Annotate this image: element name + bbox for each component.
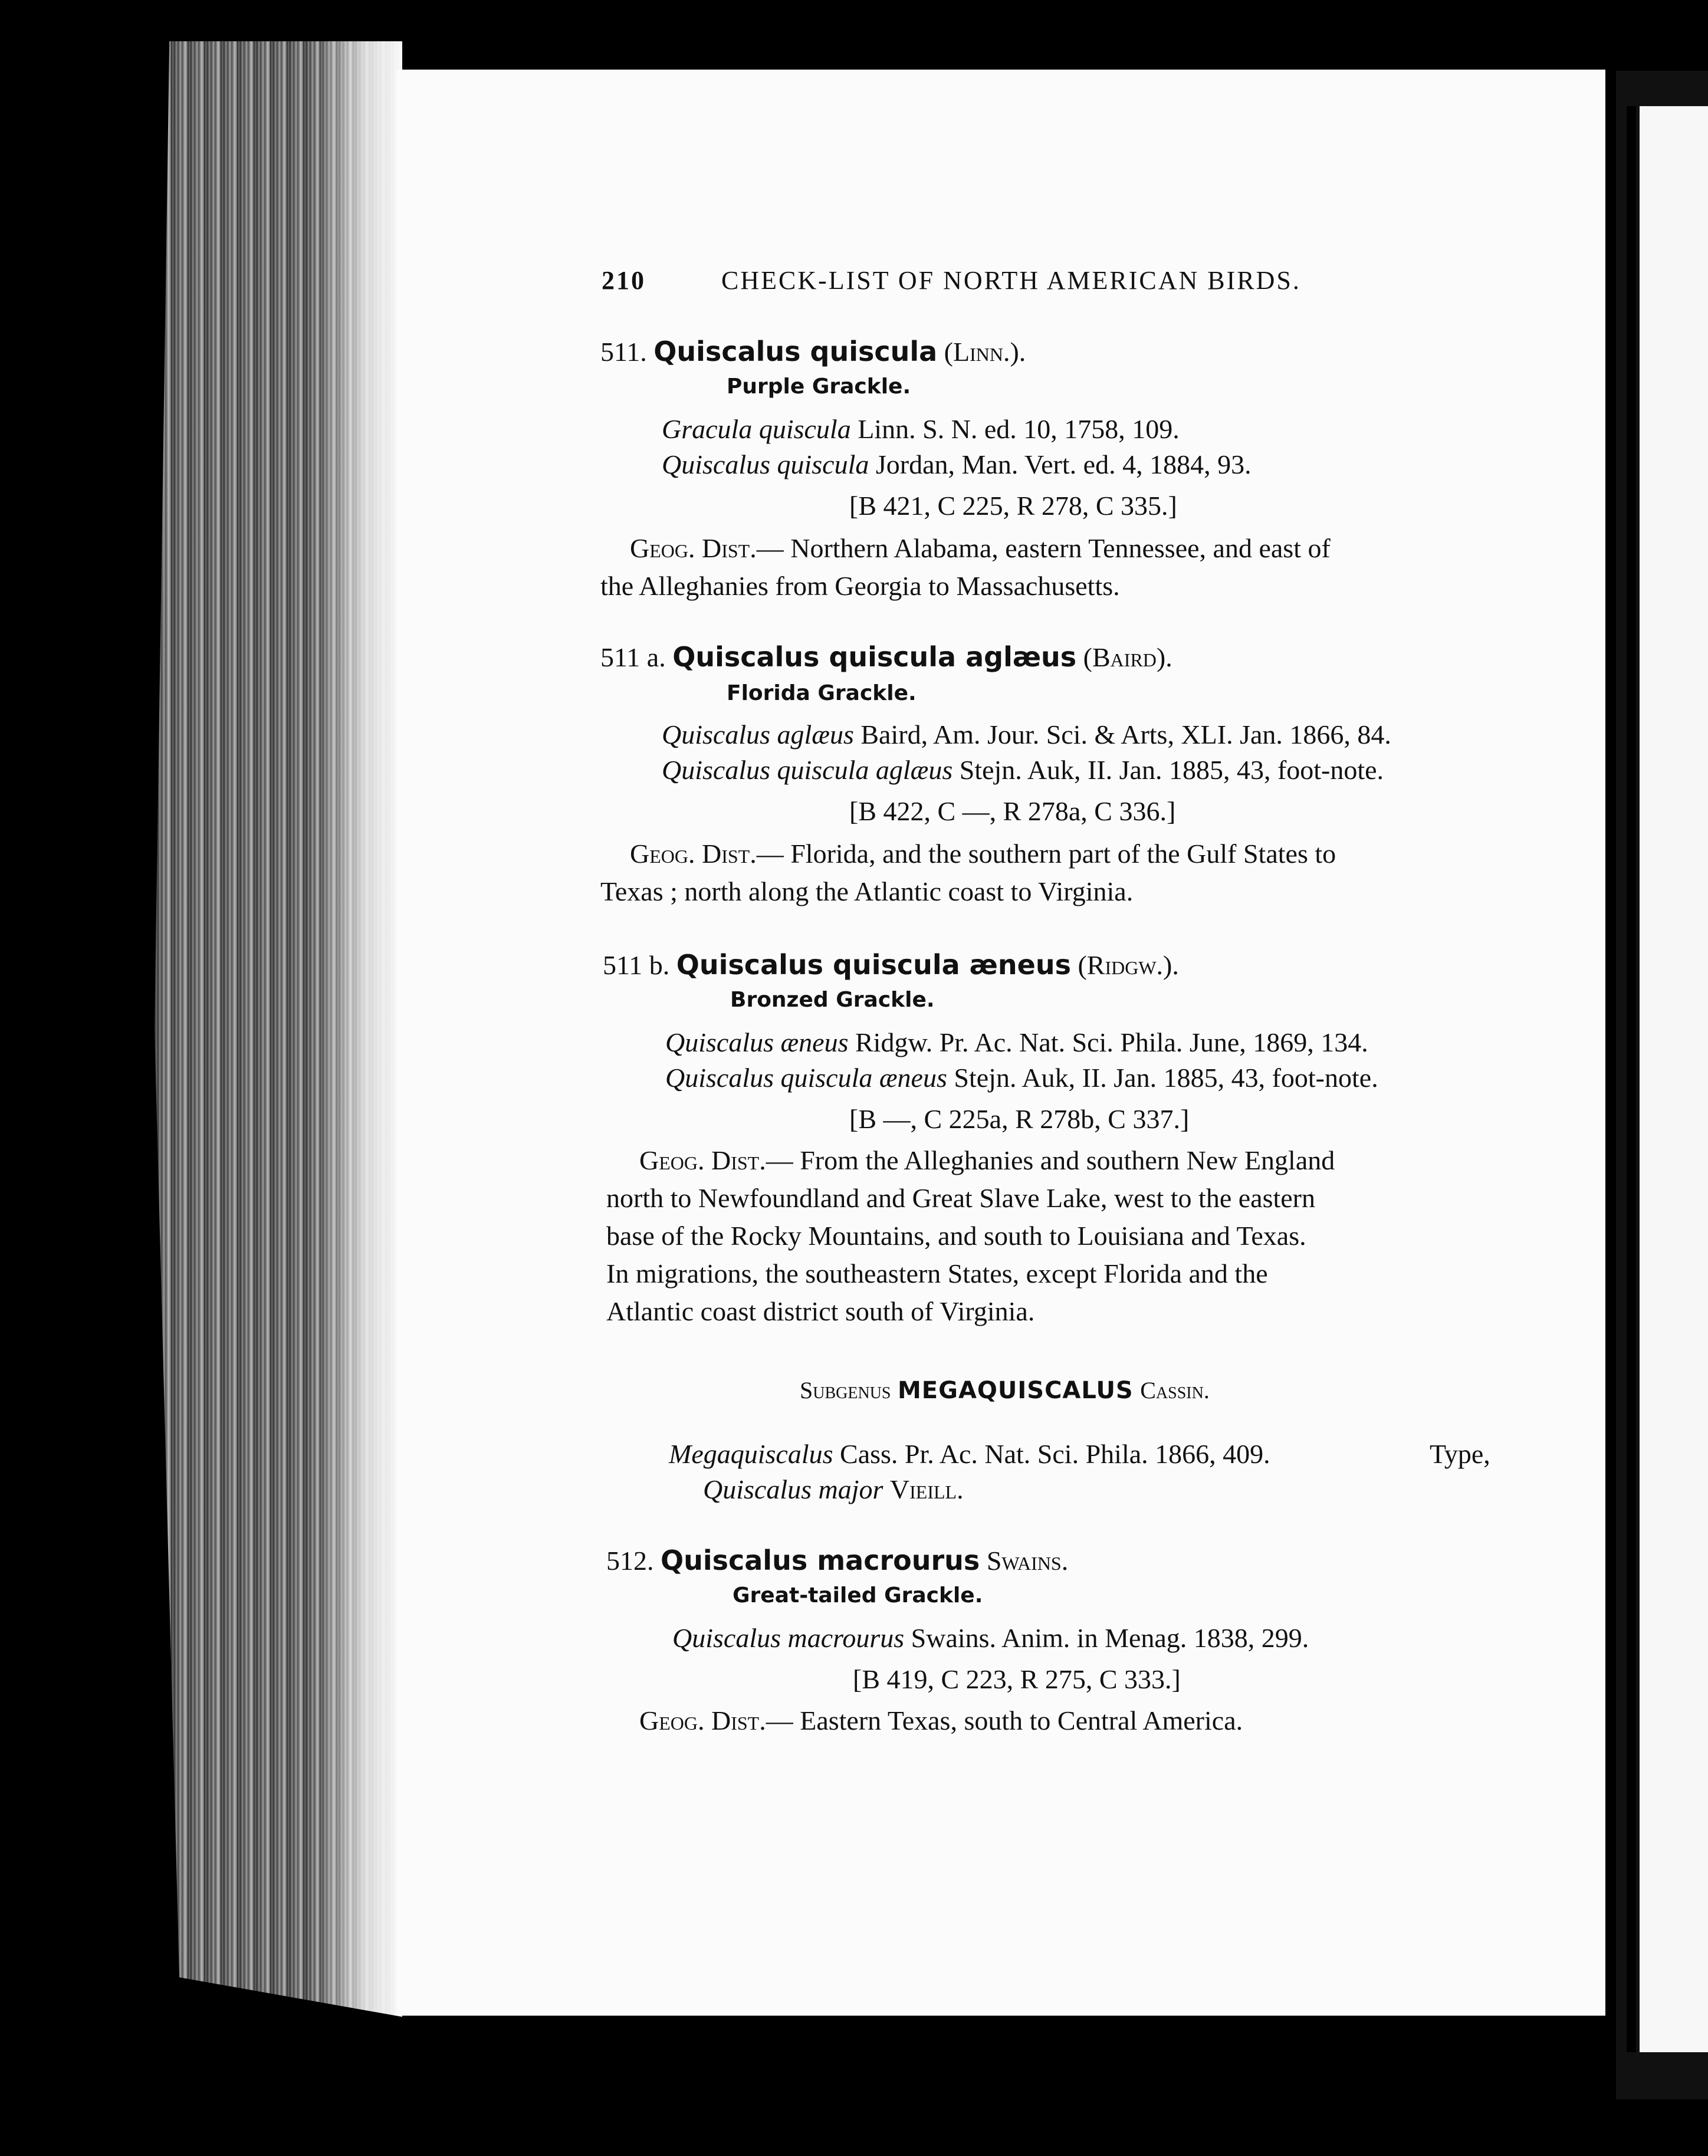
authority: (Linn.). — [944, 337, 1026, 367]
subgenus-type: Quiscalus major Vieill. — [703, 1474, 964, 1504]
entry-511-title — [600, 334, 1026, 370]
geog-dist: Geog. Dist.— Florida, and the southern part of the Gulf States to Texas ; north along the Atlantic coast to Virginia. — [600, 839, 1336, 906]
common-name: Great-tailed Grackle. — [733, 1583, 983, 1608]
entry-number: 512. — [606, 1546, 654, 1576]
synonym-ref: Quiscalus quiscula aglæus Stejn. Auk, II. Jan. 1885, 43, foot-note. — [662, 755, 1384, 785]
entry-511a-title — [600, 639, 1172, 675]
synonym-ref: Quiscalus quiscula Jordan, Man. Vert. ed. 4, 1884, 93. — [662, 449, 1252, 479]
synonym-ref: Gracula quiscula Linn. S. N. ed. 10, 1758, 109. — [662, 414, 1180, 444]
common-name: Florida Grackle. — [727, 681, 917, 705]
entry-number: 511 b. — [603, 950, 670, 980]
book-page-edges — [155, 41, 402, 2017]
synonym-ref: Quiscalus æneus Ridgw. Pr. Ac. Nat. Sci. Phila. June, 1869, 134. — [665, 1027, 1368, 1057]
adjacent-page — [1616, 71, 1708, 2099]
code-refs: [B 419, C 223, R 275, C 333.] — [853, 1664, 1181, 1694]
scientific-name: Quiscalus quiscula aglæus — [672, 641, 1077, 673]
authority: (Baird). — [1083, 642, 1172, 672]
page-header — [602, 263, 1301, 298]
authority: Swains. — [986, 1546, 1069, 1576]
entry-511b-title — [603, 947, 1179, 983]
entry-512-title — [606, 1543, 1068, 1579]
synonym-ref: Quiscalus quiscula æneus Stejn. Auk, II. Jan. 1885, 43, foot-note. — [665, 1063, 1378, 1093]
scientific-name: Quiscalus quiscula æneus — [676, 949, 1071, 981]
book-page — [396, 70, 1605, 2016]
geog-dist: Geog. Dist.— Northern Alabama, eastern Tennessee, and east of the Alleghanies from Georgia to Massachusetts. — [600, 533, 1331, 601]
authority: (Ridgw.). — [1078, 950, 1179, 980]
entry-number: 511 a. — [600, 642, 666, 672]
page-number: 210 — [602, 266, 646, 295]
running-title: CHECK-LIST OF NORTH AMERICAN BIRDS. — [721, 266, 1301, 295]
code-refs: [B 422, C —, R 278a, C 336.] — [849, 796, 1176, 826]
synonym-ref: Quiscalus macrourus Swains. Anim. in Menag. 1838, 299. — [672, 1623, 1309, 1653]
geog-dist: Geog. Dist.— Eastern Texas, south to Central America. — [639, 1705, 1243, 1736]
common-name: Bronzed Grackle. — [730, 988, 935, 1012]
subgenus-type-label: Type, — [1430, 1439, 1490, 1469]
geog-dist: Geog. Dist.— From the Alleghanies and southern New England north to Newfoundland and Great Slave Lake, west to the eastern base of the Rocky Mountains, and south to Louisiana and Texas. In migrations, the southeastern States, except Florida and the Atlantic coast district south of Virginia. — [606, 1145, 1335, 1326]
subgenus-heading: Subgenus MEGAQUISCALUS Cassin. — [800, 1377, 1210, 1404]
code-refs: [B —, C 225a, R 278b, C 337.] — [849, 1104, 1190, 1134]
code-refs: [B 421, C 225, R 278, C 335.] — [849, 491, 1177, 521]
scientific-name: Quiscalus macrourus — [661, 1544, 980, 1576]
scientific-name: Quiscalus quiscula — [653, 336, 938, 367]
common-name: Purple Grackle. — [727, 374, 911, 399]
entry-number: 511. — [600, 337, 647, 367]
subgenus-ref: Megaquiscalus Cass. Pr. Ac. Nat. Sci. Phila. 1866, 409. — [669, 1439, 1270, 1469]
synonym-ref: Quiscalus aglæus Baird, Am. Jour. Sci. & Arts, XLI. Jan. 1866, 84. — [662, 719, 1391, 750]
